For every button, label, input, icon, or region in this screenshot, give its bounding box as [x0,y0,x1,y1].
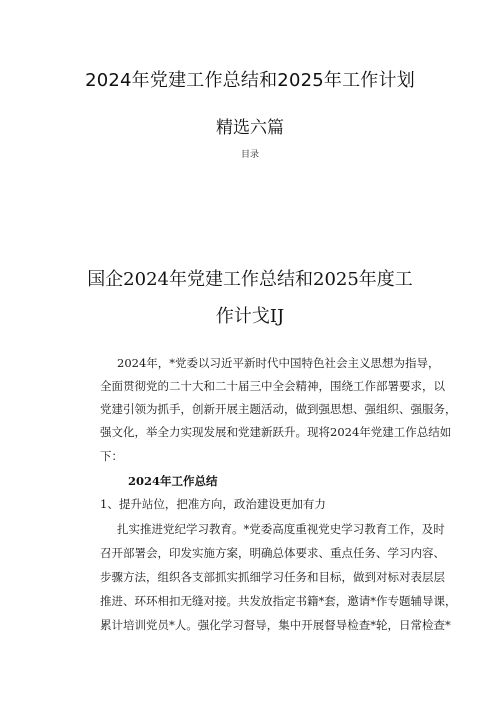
paragraph-line: 下： [100,449,123,463]
document-subtitle: 精选六篇 [216,118,284,138]
paragraph-line: 党建引领为抓手，创新开展主题活动，做到强思想、强组织、强服务， [100,402,457,416]
section-title-line1: 国企2024年党建工作总结和2025年度工 [87,269,413,290]
paragraph-line: 强文化，举全力实现发展和党建新跃升。现将2024年党建工作总结如 [100,425,452,439]
document-title: 2024年党建工作总结和2025年工作计划 [85,70,415,91]
paragraph-line: 累计培训党员*人。强化学习督导，集中开展督导检查*轮，日常检查* [100,618,451,632]
section-heading: 2024年工作总结 [128,474,218,488]
paragraph-line: 步骤方法，组织各支部抓实抓细学习任务和目标，做到对标对表层层 [100,570,445,584]
toc-label: 目录 [240,150,259,160]
section-title-line2: 作计戈IJ [215,306,285,327]
paragraph-line: 推进、环环相扣无缝对接。共发放指定书籍*套，邀请*作专题辅导课， [100,594,457,608]
paragraph-line: 扎实推进党纪学习教育。*党委高度重视党史学习教育工作，及时 [117,522,445,536]
paragraph-line: 2024年，*党委以习近平新时代中国特色社会主义思想为指导， [117,356,440,370]
paragraph-line: 全面贯彻党的二十大和二十届三中全会精神，围绕工作部署要求，以 [100,379,445,393]
subsection-heading: 1、提升站位，把准方向，政治建设更加有力 [100,497,326,511]
paragraph-line: 召开部署会，印发实施方案，明确总体要求、重点任务、学习内容、 [100,546,445,560]
